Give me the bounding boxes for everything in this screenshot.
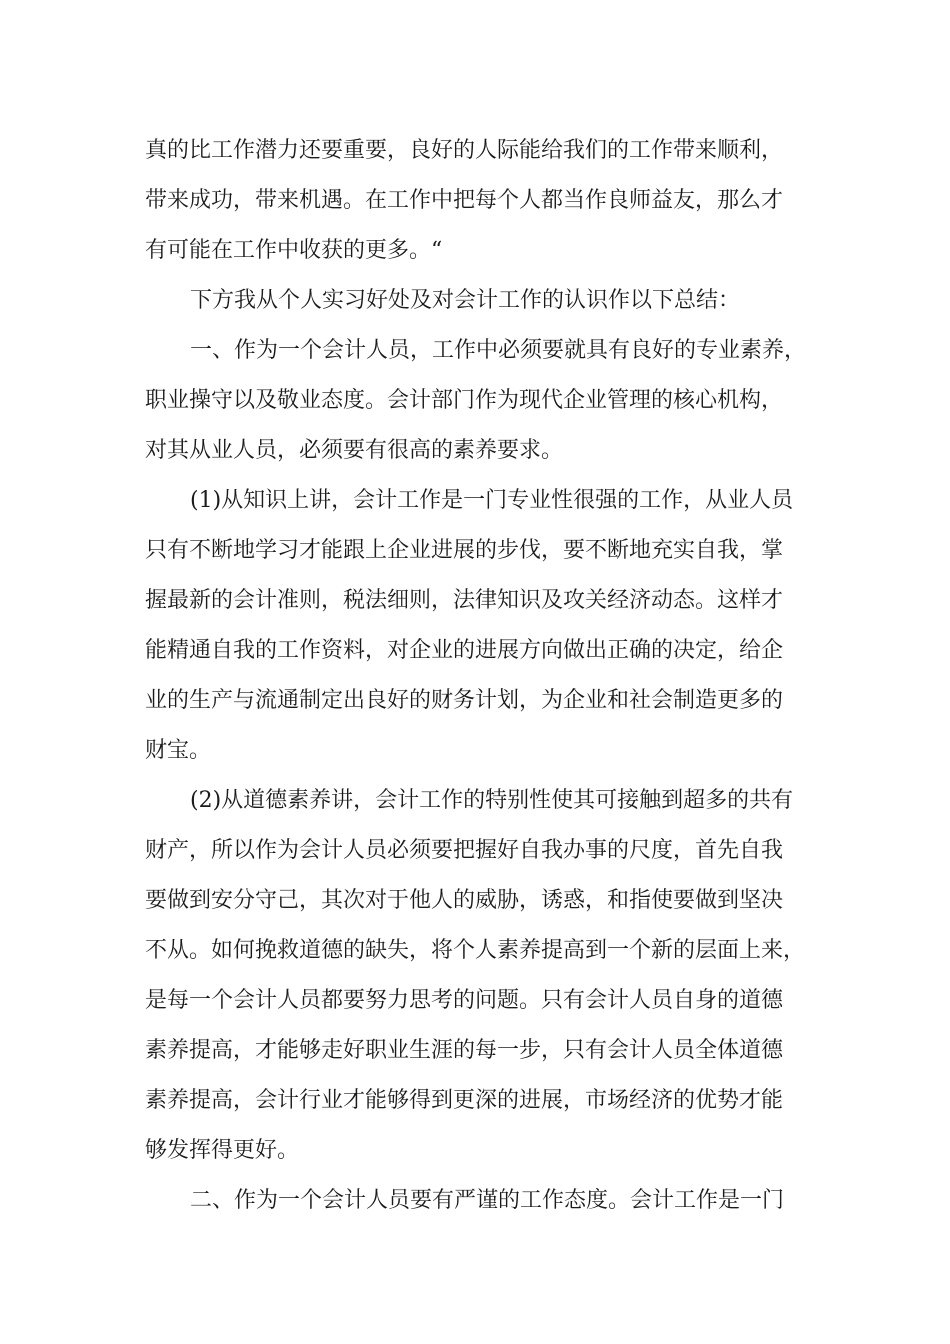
body-text-line: 只有不断地学习才能跟上企业进展的步伐，要不断地充实自我，掌 [145,538,784,563]
body-text-line: 要做到安分守己，其次对于他人的威胁，诱惑，和指使要做到坚决 [145,888,784,913]
body-text-line: 不从。如何挽救道德的缺失，将个人素养提高到一个新的层面上来， [145,938,806,963]
body-text-line: 带来成功，带来机遇。在工作中把每个人都当作良师益友，那么才 [145,188,784,213]
body-text-line: 业的生产与流通制定出良好的财务计划，为企业和社会制造更多的 [145,688,784,713]
body-text-line: 是每一个会计人员都要努力思考的问题。只有会计人员自身的道德 [145,988,784,1013]
body-text-line: 素养提高，才能够走好职业生涯的每一步，只有会计人员全体道德 [145,1038,784,1063]
body-text-line: 有可能在工作中收获的更多。“ [145,238,443,263]
body-text-line: 真的比工作潜力还要重要，良好的人际能给我们的工作带来顺利， [145,138,784,163]
body-text-line: 财产，所以作为会计人员必须要把握好自我办事的尺度，首先自我 [145,838,784,863]
body-text-line: (1)从知识上讲，会计工作是一门专业性很强的工作，从业人员 [190,488,794,513]
body-text-line: 二、作为一个会计人员要有严谨的工作态度。会计工作是一门 [190,1188,785,1213]
body-text-line: 素养提高，会计行业才能够得到更深的进展，市场经济的优势才能 [145,1088,784,1113]
body-text-line: 下方我从个人实习好处及对会计工作的认识作以下总结： [190,288,741,313]
body-text-line: 对其从业人员，必须要有很高的素养要求。 [145,438,564,463]
body-text-line: 够发挥得更好。 [145,1138,300,1163]
body-text-line: 职业操守以及敬业态度。会计部门作为现代企业管理的核心机构， [145,388,784,413]
body-text-line: 一、作为一个会计人员，工作中必须要就具有良好的专业素养， [190,338,807,363]
body-text-line: 财宝。 [145,738,212,763]
body-text-line: 握最新的会计准则，税法细则，法律知识及攻关经济动态。这样才 [145,588,784,613]
body-text-line: (2)从道德素养讲，会计工作的特别性使其可接触到超多的共有 [190,788,794,813]
body-text-line: 能精通自我的工作资料，对企业的进展方向做出正确的决定，给企 [145,638,784,663]
